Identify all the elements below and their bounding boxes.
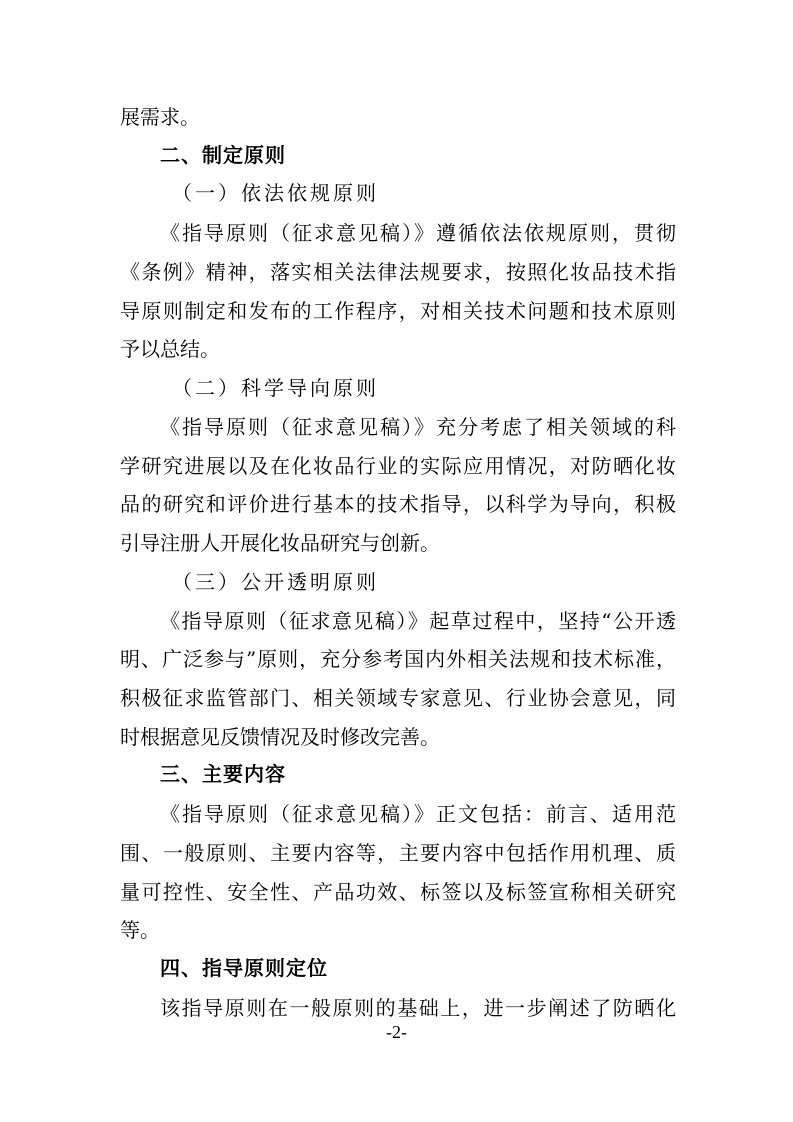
paragraph-line: 积极征求监管部门、相关领域专家意见、行业协会意见，同 xyxy=(120,686,676,710)
paragraph-line: 等。 xyxy=(120,918,160,942)
page-number: -2- xyxy=(386,1022,407,1042)
paragraph-line: 围、一般原则、主要内容等，主要内容中包括作用机理、质 xyxy=(120,841,676,865)
section-heading-main-content: 三、主要内容 xyxy=(160,762,286,786)
subheading-legal-compliance: （一）依法依规原则 xyxy=(172,181,379,205)
paragraph-line: 品的研究和评价进行基本的技术指导，以科学为导向，积极 xyxy=(120,492,676,516)
paragraph-line: 引导注册人开展化妆品研究与创新。 xyxy=(120,531,440,555)
subheading-openness-transparency: （三）公开透明原则 xyxy=(172,570,379,594)
paragraph-line: 《指导原则（征求意见稿）》起草过程中，坚持“公开透 xyxy=(160,609,676,633)
paragraph-line: 导原则制定和发布的工作程序，对相关技术问题和技术原则 xyxy=(120,299,676,323)
paragraph-line: 《指导原则（征求意见稿）》充分考虑了相关领域的科 xyxy=(160,415,676,439)
subheading-scientific-orientation: （二）科学导向原则 xyxy=(172,376,379,400)
paragraph-line: 量可控性、安全性、产品功效、标签以及标签宣称相关研究 xyxy=(120,880,676,904)
paragraph-line: 学研究进展以及在化妆品行业的实际应用情况，对防晒化妆 xyxy=(120,454,676,478)
section-heading-principles: 二、制定原则 xyxy=(160,143,286,167)
paragraph-line: 时根据意见反馈情况及时修改完善。 xyxy=(120,725,440,749)
paragraph-line: 该指导原则在一般原则的基础上，进一步阐述了防晒化 xyxy=(160,996,676,1020)
paragraph-line: 明、广泛参与”原则，充分参考国内外相关法规和技术标准， xyxy=(120,647,676,671)
paragraph-line: 《条例》精神，落实相关法律法规要求，按照化妆品技术指 xyxy=(120,260,676,284)
paragraph-line: 展需求。 xyxy=(120,105,200,129)
paragraph-line: 《指导原则（征求意见稿）》遵循依法依规原则，贯彻 xyxy=(160,221,676,245)
paragraph-line: 予以总结。 xyxy=(120,337,220,361)
paragraph-line: 《指导原则（征求意见稿）》正文包括：前言、适用范 xyxy=(160,802,676,826)
section-heading-positioning: 四、指导原则定位 xyxy=(160,956,328,980)
